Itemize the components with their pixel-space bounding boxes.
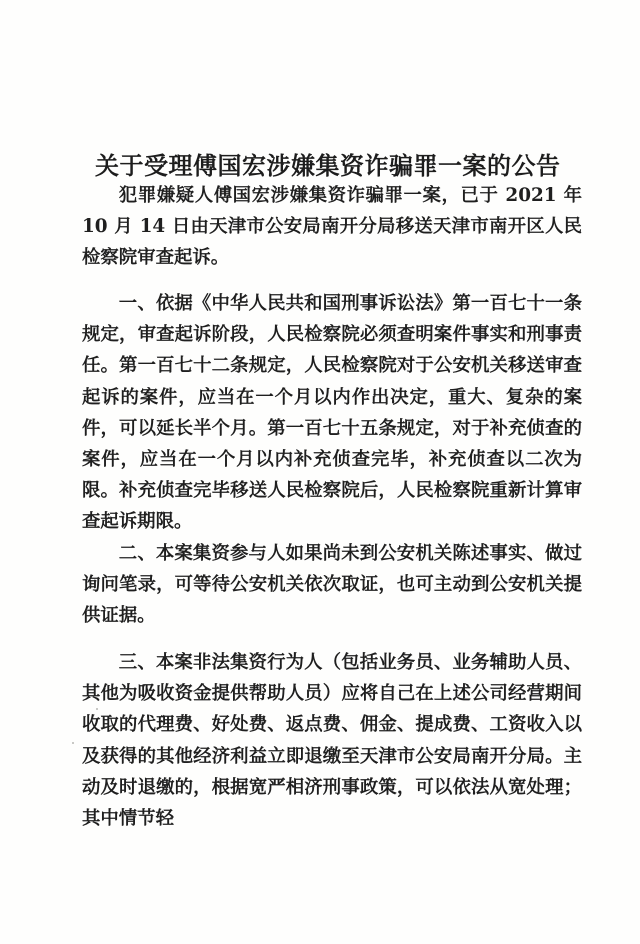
paragraph-intro: 犯罪嫌疑人傅国宏涉嫌集资诈骗罪一案，已于 2021 年 10 月 14 日由天津市公安局南开分局移送天津市南开区人民检察院审查起诉。 [82,185,582,269]
paragraph-section-3: 三、本案非法集资行为人（包括业务员、业务辅助人员、其他为吸收资金提供帮助人员）应将自己在上述公司经营期间收取的代理费、好处费、返点费、佣金、提成费、工资收入以及获得的其他经济利益立即退缴至天津市公安局南开分局。主动及时退缴的，根据宽严相济刑事政策，可以依法从宽处理；其中情节轻 [82,652,582,830]
paragraph-section-1: 一、依据《中华人民共和国刑事诉讼法》第一百七十一条规定，审查起诉阶段，人民检察院必须查明案件事实和刑事责任。第一百七十二条规定，人民检察院对于公安机关移送审查起诉的案件，应当在一个月以内作出决定，重大、复杂的案件，可以延长半个月。第一百七十五条规定，对于补充侦查的案件，应当在一个月以内补充侦查完毕，补充侦查以二次为限。补充侦查完毕移送人民检察院后，人民检察院重新计算审查起诉期限。 [82,293,582,533]
paragraph-section-2: 二、本案集资参与人如果尚未到公安机关陈述事实、做过询问笔录，可等待公安机关依次取证，也可主动到公安机关提供证据。 [82,543,582,627]
scan-speck [72,742,74,744]
scan-speck [96,708,98,710]
announcement-title: 关于受理傅国宏涉嫌集资诈骗罪一案的公告 [95,152,561,180]
